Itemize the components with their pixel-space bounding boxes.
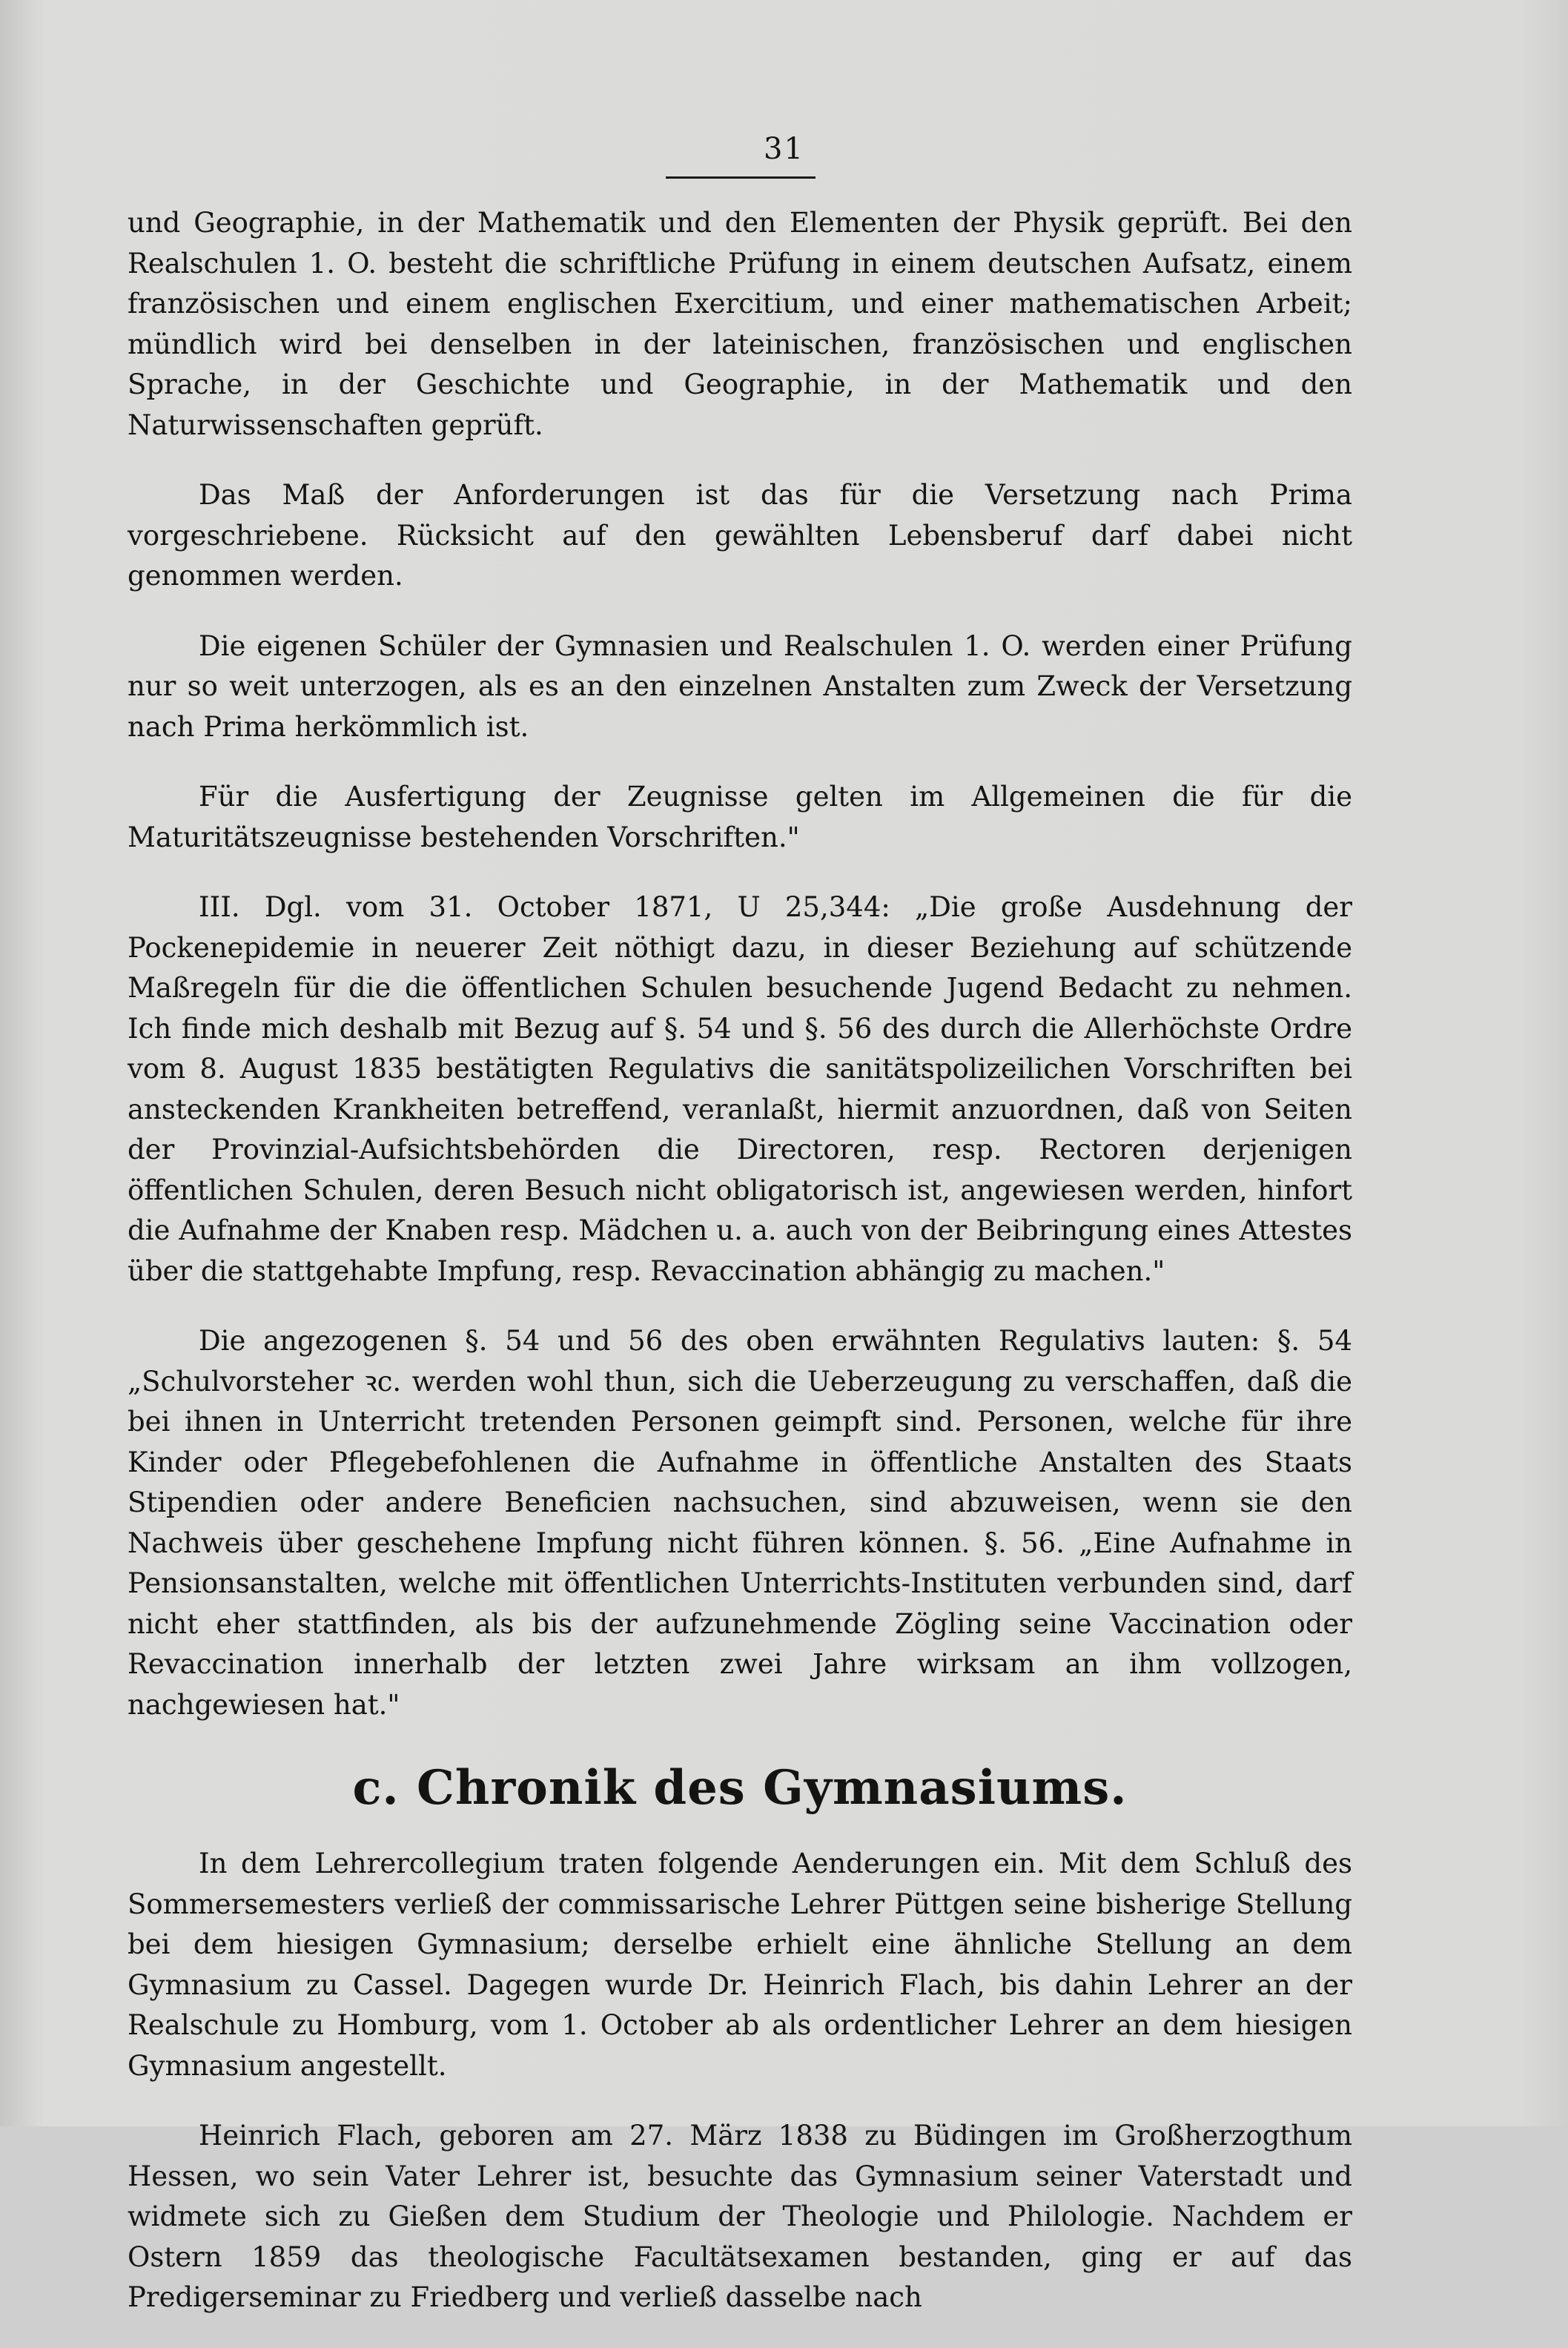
section-heading-chronik: c. Chronik des Gymnasiums.	[352, 1760, 1128, 1816]
paragraph-regulativ-sections: Die angezogenen §. 54 und 56 des oben erwähnten Regulativs lauten: §. 54 „Schulvorsteher ꝛc. werden wohl thun, sich die Ueberzeugung zu verschaffen, daß die bei ihnen in Unterricht tretenden Personen geimpft sind. Personen, welche für ihre Kinder oder Pflegebefohlenen die Aufnahme in öffentliche Anstalten des Staats Stipendien oder andere Beneficien nachsuchen, sind abzuweisen, wenn sie den Nachweis über geschehene Impfung nicht führen können. §. 56. „Eine Aufnahme in Pensionsanstalten, welche mit öffentlichen Unterrichts-Instituten verbunden sind, darf nicht eher stattfinden, als bis der aufzunehmende Zögling seine Vaccination oder Revaccination innerhalb der letzten zwei Jahre wirksam an ihm vollzogen, nachgewiesen hat."	[128, 1325, 1352, 1721]
paragraph-requirements: Das Maß der Anforderungen ist das für die Versetzung nach Prima vorgeschriebene. Rücksicht auf den gewählten Lebensberuf darf dabei nicht genommen werden.	[128, 479, 1352, 592]
page-number-rule	[666, 176, 816, 179]
page-body	[128, 203, 1352, 2348]
paragraph-own-students: Die eigenen Schüler der Gymnasien und Realschulen 1. O. werden einer Prüfung nur so weit unterzogen, als es an den einzelnen Anstalten zum Zweck der Versetzung nach Prima herkömmlich ist.	[128, 629, 1352, 743]
paragraph-decree-iii: III. Dgl. vom 31. October 1871, U 25,344: „Die große Ausdehnung der Pockenepidemie in neuerer Zeit nöthigt dazu, in dieser Beziehung auf schützende Maßregeln für die die öffentlichen Schulen besuchende Jugend Bedacht zu nehmen. Ich finde mich deshalb mit Bezug auf §. 54 und §. 56 des durch die Allerhöchste Ordre vom 8. August 1835 bestätigten Regulativs die sanitätspolizeilichen Vorschriften bei ansteckenden Krankheiten betreffend, veranlaßt, hiermit anzuordnen, daß von Seiten der Provinzial-Aufsichtsbehörden die Directoren, resp. Rectoren derjenigen öffentlichen Schulen, deren Besuch nicht obligatorisch ist, angewiesen werden, hinfort die Aufnahme der Knaben resp. Mädchen u. a. auch von der Beibringung eines Attestes über die stattgehabte Impfung, resp. Revaccination abhängig zu machen."	[128, 891, 1352, 1287]
paragraph-certificates: Für die Ausfertigung der Zeugnisse gelten im Allgemeinen die für die Maturitätszeugnisse bestehenden Vorschriften."	[128, 781, 1352, 853]
paragraph-realschulen-exam: und Geographie, in der Mathematik und den Elementen der Physik geprüft. Bei den Realschulen 1. O. besteht die schriftliche Prüfung in einem deutschen Aufsatz, einem französischen und einem englischen Exercitium, und einer mathematischen Arbeit; mündlich wird bei denselben in der lateinischen, französischen und englischen Sprache, in der Geschichte und Geographie, in der Mathematik und den Naturwissenschaften geprüft.	[128, 207, 1352, 441]
paragraph-staff-changes: In dem Lehrercollegium traten folgende Aenderungen ein. Mit dem Schluß des Sommersemesters verließ der commissarische Lehrer Püttgen seine bisherige Stellung bei dem hiesigen Gymnasium; derselbe erhielt eine ähnliche Stellung an dem Gymnasium zu Cassel. Dagegen wurde Dr. Heinrich Flach, bis dahin Lehrer an der Realschule zu Homburg, vom 1. October ab als ordentlicher Lehrer an dem hiesigen Gymnasium angestellt.	[128, 1848, 1352, 2082]
page-number: 31	[764, 132, 804, 166]
paragraph-heinrich-flach: Heinrich Flach, geboren am 27. März 1838 zu Büdingen im Großherzogthum Hessen, wo sein Vater Lehrer ist, besuchte das Gymnasium seiner Vaterstadt und widmete sich zu Gießen dem Studium der Theologie und Philologie. Nachdem er Ostern 1859 das theologische Facultätsexamen bestanden, ging er auf das Predigerseminar zu Friedberg und verließ dasselbe nach	[128, 2120, 1352, 2313]
